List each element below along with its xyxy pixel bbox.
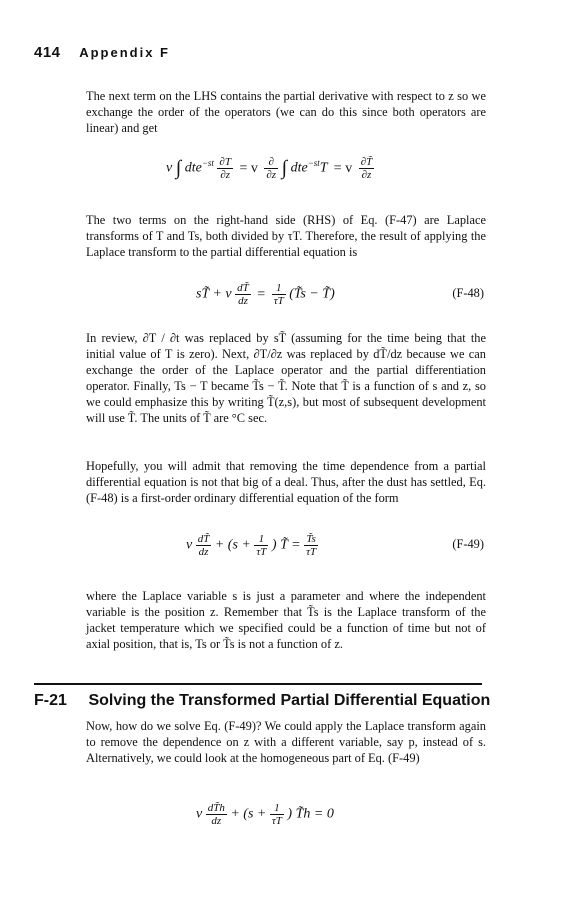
section-title: Solving the Transformed Partial Differential Equation bbox=[88, 692, 491, 709]
fraction: $\frac{dT̃}{dz}$ bbox=[197, 533, 210, 558]
running-title: Appendix F bbox=[79, 45, 170, 60]
equation-number: (F-48) bbox=[452, 286, 484, 300]
section-rule bbox=[34, 683, 482, 685]
fraction: $\frac{dT̃h}{dz}$ bbox=[207, 802, 225, 827]
section-number: F-21 bbox=[34, 692, 67, 709]
integral-sign: ∫ bbox=[281, 157, 288, 179]
paragraph-5: where the Laplace variable s is just a parameter and where the independent variable is the position z. Remember that T̃s is the Laplace transform of the jacket temperature which we specified could be a function of time but not of axial position, that is, Ts or T̃s is not a function of z. bbox=[86, 589, 486, 651]
fraction: $\frac{dT̃}{dz}$ bbox=[237, 282, 249, 307]
fraction: $\frac{\partial T}{\partial z}$ bbox=[219, 156, 231, 181]
equation-homogeneous: v $\frac{dT̃h}{dz}$ + (s + $\frac{1}{\tau T}$ ) T̃h = 0 bbox=[196, 802, 334, 827]
paragraph-1: The next term on the LHS contains the partial derivative with respect to z so we exchange the order of the operators (we can do this since both operators are linear) and get bbox=[86, 89, 486, 135]
fraction: $\frac{\partial}{\partial z}$ bbox=[266, 156, 277, 181]
equation-a: v ∫ dte$^{-st}$ $\frac{\partial T}{\partial z}$ = v $\frac{\partial}{\partial z}$ ∫ dte$^{-st}$T = v $\frac{\partial T̃}{\partial z}$ bbox=[166, 156, 373, 181]
paragraph-4: Hopefully, you will admit that removing the time dependence from a partial differential equation is not that big of a deal. Thus, after the dust has settled, Eq. (F-48) is a first-order ordinary differential equation of the form bbox=[86, 459, 486, 505]
integral-sign: ∫ bbox=[175, 157, 182, 179]
fraction: $\frac{1}{\tau T}$ bbox=[273, 282, 284, 307]
page-number: 414 bbox=[34, 44, 61, 61]
paragraph-6: Now, how do we solve Eq. (F-49)? We could apply the Laplace transform again to remove the dependence on z with a different variable, say p, instead of s. Alternatively, we could look at the homogeneous part of Eq. (F-49) bbox=[86, 719, 486, 765]
equation-number: (F-49) bbox=[452, 537, 484, 551]
fraction: $\frac{1}{\tau T}$ bbox=[271, 802, 282, 827]
equation-f48: sT̃ + v $\frac{dT̃}{dz}$ = $\frac{1}{\tau T}$ (T̃s − T̃) (F-48) bbox=[196, 282, 484, 307]
paragraph-2: The two terms on the right-hand side (RHS) of Eq. (F-47) are Laplace transforms of T and Ts, both divided by τT. Therefore, the result of applying the Laplace transform to the partial differential equation is bbox=[86, 213, 486, 259]
fraction: $\frac{\partial T̃}{\partial z}$ bbox=[360, 156, 373, 181]
section-heading bbox=[34, 692, 490, 710]
fraction: $\frac{T̃s}{\tau T}$ bbox=[306, 533, 317, 558]
page-header bbox=[34, 44, 170, 61]
paragraph-3: In review, ∂T / ∂t was replaced by sT̃ (assuming for the time being that the initial value of T is zero). Next, ∂T/∂z was replaced by dT̃/dz because we can exchange the order of the Laplace operator and the partial differentiation operator. Finally, Ts − T became T̃s − T̃. Note that T̃ is a function of s and z, so we could emphasize this by writing T̃(z,s), but most of subsequent development will use T̃. The units of T̃ are °C sec. bbox=[86, 331, 486, 425]
equation-f49: v $\frac{dT̃}{dz}$ + (s + $\frac{1}{\tau T}$ ) T̃ = $\frac{T̃s}{\tau T}$ (F-49) bbox=[186, 533, 484, 558]
fraction: $\frac{1}{\tau T}$ bbox=[256, 533, 267, 558]
